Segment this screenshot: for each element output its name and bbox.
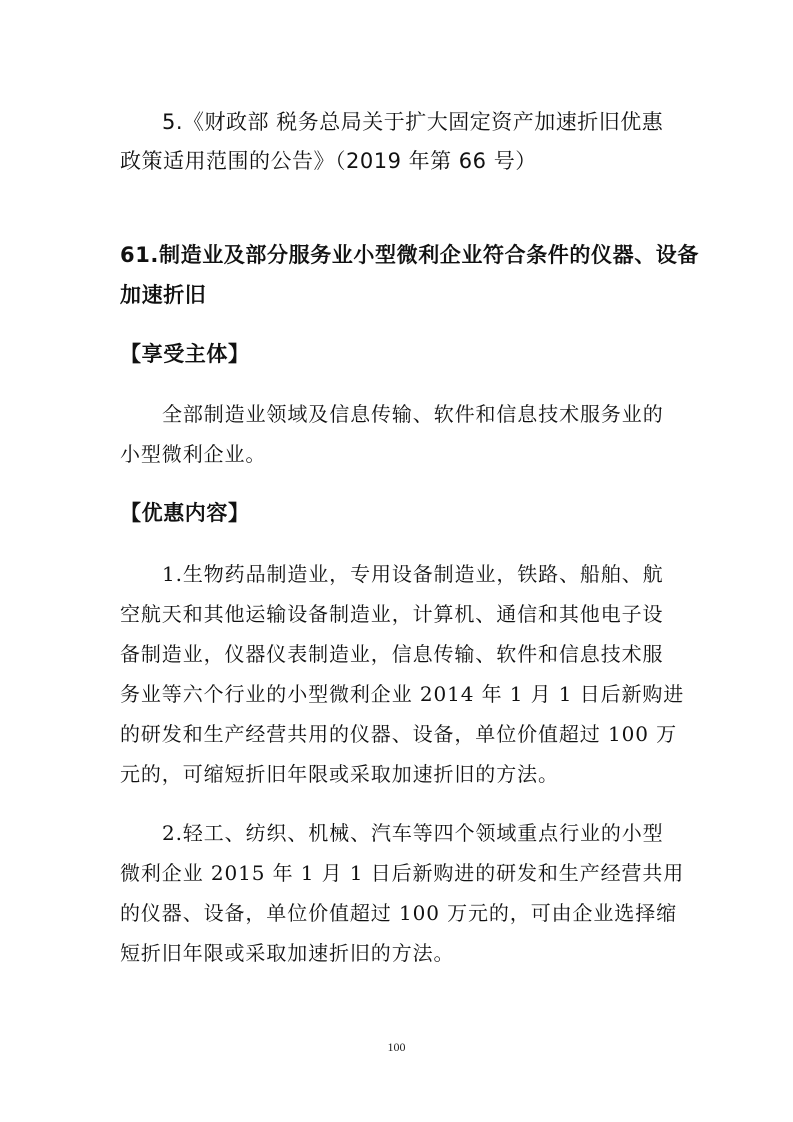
- beneficiary-line-1: 全部制造业领域及信息传输、软件和信息技术服务业的: [162, 402, 664, 426]
- beneficiary-heading: 【享受主体】: [120, 342, 250, 366]
- content-item2-line-2: 微利企业 2015 年 1 月 1 日后新购进的研发和生产经营共用: [120, 861, 685, 885]
- content-item2-line-4: 短折旧年限或采取加速折旧的方法。: [120, 941, 455, 965]
- beneficiary-line-2: 小型微利企业。: [120, 442, 267, 466]
- content-item1-line-6: 元的，可缩短折旧年限或采取加速折旧的方法。: [120, 762, 559, 786]
- page-number: 100: [387, 1040, 406, 1054]
- content-heading: 【优惠内容】: [120, 501, 250, 525]
- content-item1-line-4: 务业等六个行业的小型微利企业 2014 年 1 月 1 日后新购进: [120, 682, 685, 706]
- content-item1-line-2: 空航天和其他运输设备制造业，计算机、通信和其他电子设: [120, 602, 664, 626]
- reference-line-1: 5.《财政部 税务总局关于扩大固定资产加速折旧优惠: [162, 110, 664, 134]
- content-item1-line-1: 1.生物药品制造业，专用设备制造业，铁路、船舶、航: [162, 562, 664, 586]
- section-title-line-1: 61.制造业及部分服务业小型微利企业符合条件的仪器、设备: [120, 243, 699, 267]
- content-item2-line-3: 的仪器、设备，单位价值超过 100 万元的，可由企业选择缩: [120, 901, 677, 925]
- content-item1-line-5: 的研发和生产经营共用的仪器、设备，单位价值超过 100 万: [120, 722, 677, 746]
- reference-line-2: 政策适用范围的公告》（2019 年第 66 号）: [120, 149, 537, 173]
- section-title-line-2: 加速折旧: [120, 283, 207, 307]
- content-item1-line-3: 备制造业，仪器仪表制造业，信息传输、软件和信息技术服: [120, 642, 664, 666]
- content-item2-line-1: 2.轻工、纺织、机械、汽车等四个领域重点行业的小型: [162, 821, 664, 845]
